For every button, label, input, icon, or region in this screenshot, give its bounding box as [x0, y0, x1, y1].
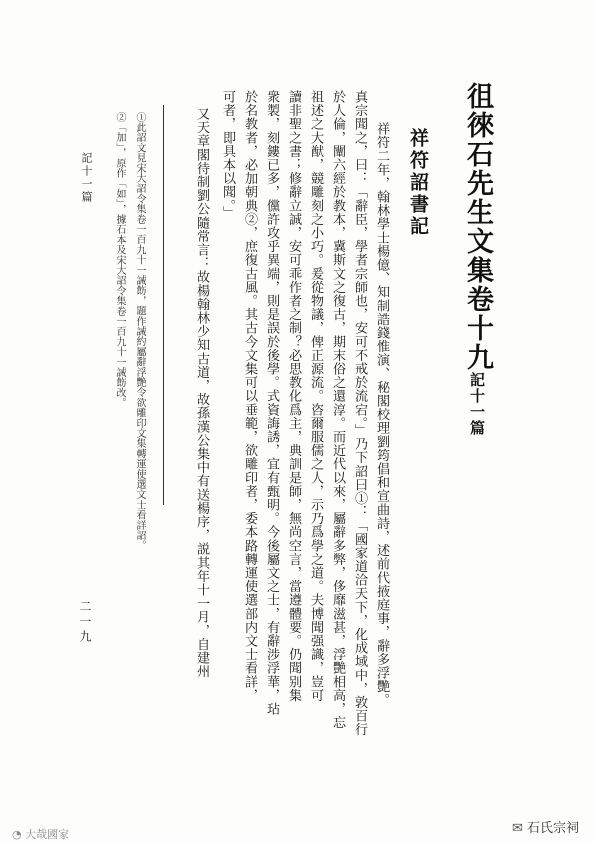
body-column-5: 讀非聖之書；修辭立誠，安可乖作者之制？必思教化爲主，典訓是師，無尚空言，當遵體要。仍聞别集 [286, 90, 301, 702]
watermark-right-text: 石氏宗祠 [526, 821, 579, 836]
running-head: 記十一篇 [80, 152, 93, 204]
notes-divider [163, 105, 164, 505]
page-number: 二一九 [78, 600, 92, 645]
footnote-2: ②「加」，原作「如」，據石本及宋大詔令集卷一百九十一誡飭改。 [114, 112, 125, 408]
footnote-1: ①此詔文見宋大詔令集卷一百九十一誡飭，題作誡約屬辭浮艷令欲雕印文集轉運使選文士看詳詔。 [134, 112, 145, 551]
watermark-left-icon: ◔ [12, 828, 22, 841]
watermark-left-text: 大哉國家 [25, 828, 70, 841]
body-column-1: 祥符二年，翰林學士楊億、知制誥錢惟演、秘閣校理劉筠倡和宣曲詩，述前代掖庭事，辭多浮艷。 [374, 122, 389, 707]
body-column-8: 可者，即具本以聞。」 [220, 90, 235, 220]
body-column-4: 祖述之大猷，競雕刻之小巧。爰從物議，俾正源流。咨爾服儒之人，示乃爲學之道。夫博聞强識，豈可 [308, 90, 323, 702]
body-column-2: 真宗聞之，曰：「辭臣，學者宗師也，安可不戒於流宕。」乃下詔曰①：「國家道洽天下，化成域中，敦百行 [352, 90, 367, 737]
watermark-right [512, 817, 579, 836]
body-column-9: 又天章閣待制劉公隨常言：故楊翰林少知古道，故孫漢公集中有送楊序，説其年十一月，自建州 [194, 107, 209, 679]
book-title-text: 徂徠石先生文集卷十九 [462, 82, 493, 372]
book-title [458, 82, 497, 436]
wechat-icon: ✉ [511, 821, 523, 836]
watermark-left [12, 826, 69, 842]
section-title: 祥符詔書記 [407, 128, 429, 238]
book-title-suffix: 記十一篇 [468, 372, 486, 436]
body-column-3: 於人倫，闡六經於教本，冀斯文之復古，期末俗之還淳。而近代以來，屬辭多弊，侈靡滋甚，浮艷相高，忘 [330, 90, 345, 730]
body-column-6: 衆製，刻鏤已多，儻許攻乎異端，則是誤於後學。式資誨誘，宜有甄明。今後屬文之士，有辭涉浮華，玷 [264, 90, 279, 716]
body-column-7: 於名教者，必加朝典②，庶復古風。其古今文集可以垂範，欲雕印者，委本路轉運使選部内文士看詳， [242, 90, 257, 702]
